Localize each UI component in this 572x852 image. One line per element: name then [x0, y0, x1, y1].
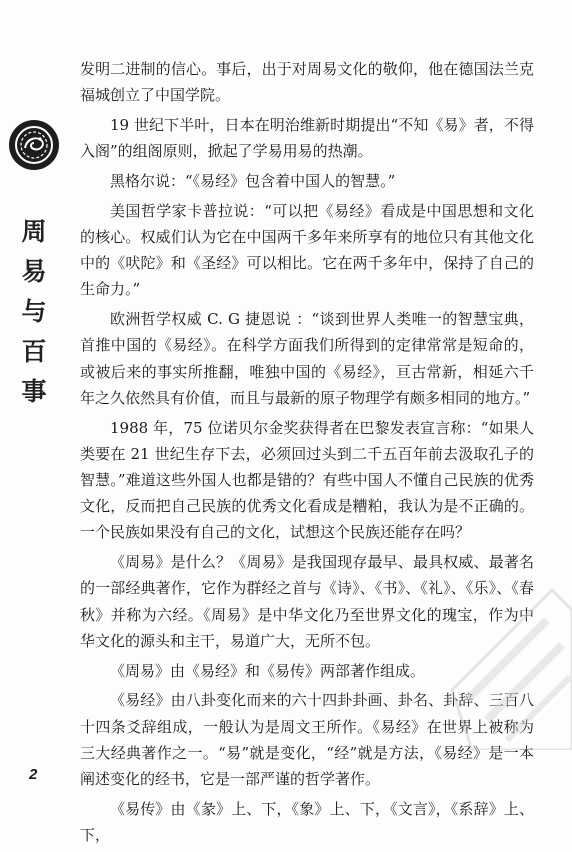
page-number: 2: [29, 766, 38, 783]
paragraph: 黑格尔说：“《易经》包含着中国人的智慧。”: [110, 172, 396, 190]
paragraph: 19 世纪下半叶，日本在明治维新时期提出“不知《易》者，不得入阁”的组阁原则，掀起了学易用易的热潮。: [80, 116, 534, 161]
running-title: [19, 212, 49, 412]
paragraph: 1988 年，75 位诺贝尔金奖获得者在巴黎发表宣言称：“如果人类要在 21 世纪生存下去，必须回过头到二千五百年前去汲取孔子的智慧。”难道这些外国人也都是错的？有些中国人不懂自己民族的优秀文化，反而把自己民族的优秀文化看成是糟粕，我认为是不正确的。一个民族如果没有自己的文化，试想这个民族还能存在吗？: [80, 418, 534, 542]
running-title-char: 百: [21, 337, 47, 366]
paragraph: 《周易》是什么？《周易》是我国现存最早、最具权威、最著名的一部经典著作，它作为群经之首与《诗》、《书》、《礼》、《乐》、《春秋》并称为六经。《周易》是中华文化乃至世界文化的瑰宝，作为中华文化的源头和主干，易道广大，无所不包。: [80, 553, 534, 650]
dragon-seal-icon: [9, 120, 59, 170]
paragraph: 《周易》由《易经》和《易传》两部著作组成。: [110, 661, 426, 680]
running-title-char: 周: [21, 217, 47, 246]
paragraph: 欧洲哲学权威 C. G 捷恩说 ：“谈到世界人类唯一的智慧宝典，首推中国的《易经》。在科学方面我们所得到的定律常常是短命的，或被后来的事实所推翻，唯独中国的《易经》，亘古常新，相延六千年之久依然具有价值，而且与最新的原子物理学有颇多相同的地方。”: [80, 310, 534, 407]
paragraph: 美国哲学家卡普拉说：“可以把《易经》看成是中国思想和文化的核心。权威们认为它在中国两千多年来所享有的地位只有其他文化中的《吠陀》和《圣经》可以相比。它在两千多年中，保持了自己的生命力。”: [80, 201, 534, 299]
running-title-char: 事: [21, 377, 47, 406]
paragraph: 发明二进制的信心。事后，出于对周易文化的敬仰，他在德国法兰克福城创立了中国学院。: [80, 60, 534, 105]
paragraph: 《易传》由《彖》上、下，《象》上、下，《文言》，《系辞》上、下，: [80, 799, 534, 845]
paragraph: 《易经》由八卦变化而来的六十四卦卦画、卦名、卦辞、三百八十四条爻辞组成，一般认为是周文王所作。《易经》在世界上被称为三大经典著作之一。“易”就是变化，“经”就是方法，《易经》是一本阐述变化的经书，它是一部严谨的哲学著作。: [80, 691, 534, 789]
running-title-char: 与: [21, 297, 47, 326]
watermark-logo-icon: [432, 580, 572, 750]
running-title-char: 易: [21, 257, 47, 286]
